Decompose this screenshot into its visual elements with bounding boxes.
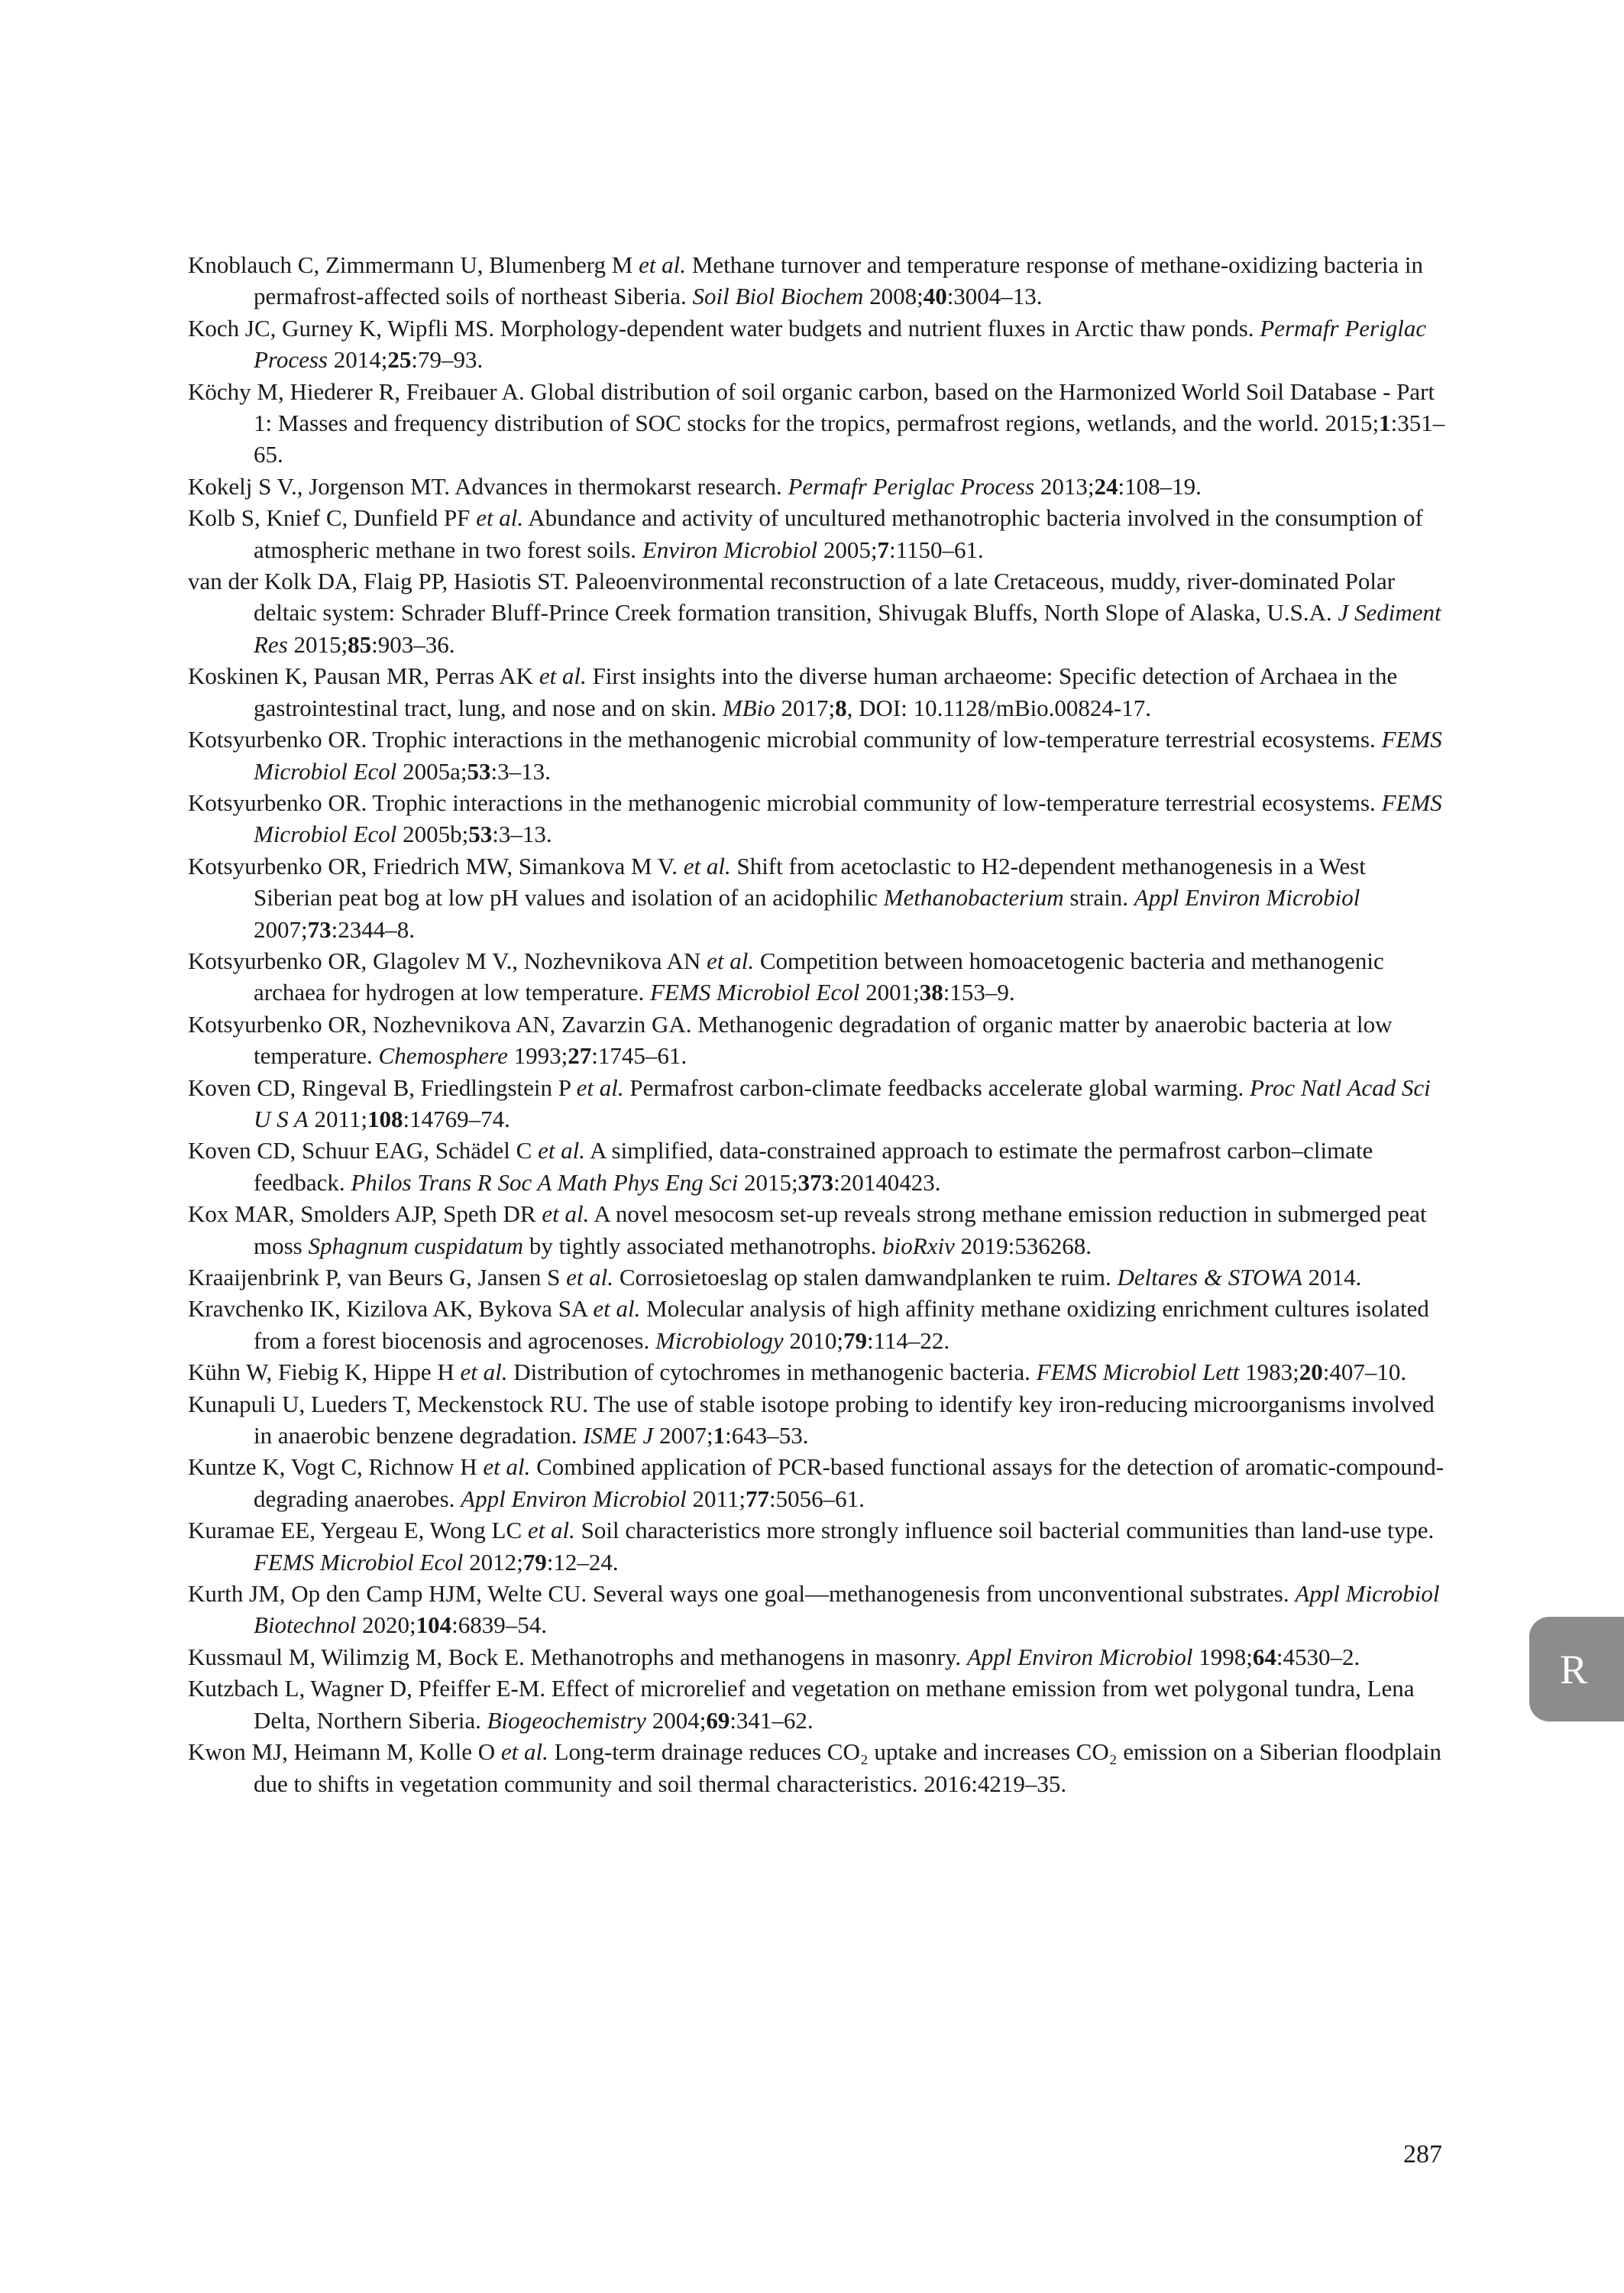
reference-text: van der Kolk DA, Flaig PP, Hasiotis ST. Paleoenvironmental reconstruction of a late Cretaceous, muddy, river-dominated Polar deltaic system: Schrader Bluff-Prince Creek formation transition, Shivugak Bluffs, North Slope of Alaska, U.S.A. — [188, 568, 1396, 627]
reference-italic-text: et al. — [639, 251, 687, 278]
reference-text: :341–62. — [730, 1706, 814, 1734]
reference-italic-text: Methanobacterium — [883, 884, 1064, 912]
reference-text: :1150–61. — [889, 536, 984, 563]
reference-italic-text: et al. — [527, 1517, 575, 1544]
reference-italic-text: et al. — [476, 504, 524, 532]
reference-italic-text: FEMS Microbiol Ecol — [254, 1548, 464, 1576]
reference-text: 2012; — [463, 1548, 523, 1576]
reference-text: Kutzbach L, Wagner D, Pfeiffer E-M. Effect of microrelief and vegetation on methane emission from wet polygonal tundra, Lena Delta, Northern Siberia. — [188, 1675, 1415, 1734]
reference-text: Kraaijenbrink P, van Beurs G, Jansen S — [188, 1264, 567, 1291]
reference-text: Soil characteristics more strongly influence soil bacterial communities than land-use type. — [574, 1517, 1435, 1544]
reference-text: Kurth JM, Op den Camp HJM, Welte CU. Several ways one goal—methanogenesis from unconventional substrates. — [188, 1580, 1296, 1608]
reference-text: Kox MAR, Smolders AJP, Speth DR — [188, 1200, 542, 1228]
reference-text: Long-term drainage reduces CO₂ uptake and increases CO₂ emission on a Siberian floodplain due to shifts in vegetation community and soil thermal characteristics. 2016:4219–35. — [254, 1738, 1442, 1797]
reference-text: 1993; — [507, 1042, 568, 1070]
reference-text: :20140423. — [833, 1168, 941, 1196]
reference-italic-text: Permafr Periglac Process — [254, 314, 1427, 374]
reference-text: Köchy M, Hiederer R, Freibauer A. Global distribution of soil organic carbon, based on the Harmonized World Soil Database - Part 1: Masses and frequency distribution of SOC stocks for the tropics, permafrost regions, wetlands, and the world. 2015; — [188, 377, 1435, 437]
reference-text: , DOI: 10.1128/mBio.00824-17. — [846, 694, 1152, 721]
reference-italic-text: FEMS Microbiol Ecol — [254, 789, 1442, 848]
reference-italic-text: bioRxiv — [882, 1232, 955, 1259]
reference-italic-text: Proc Natl Acad Sci U S A — [254, 1074, 1431, 1132]
reference-text: Kuntze K, Vogt C, Richnow H — [188, 1453, 484, 1481]
reference-text: Shift from acetoclastic to H2-dependent methanogenesis in a West Siberian peat bog at low pH values and isolation of an acidophilic — [254, 852, 1366, 912]
reference-volume: 1 — [713, 1422, 726, 1449]
reference-text: by tightly associated methanotrophs. — [523, 1232, 883, 1259]
reference-text: Kühn W, Fiebig K, Hippe H — [188, 1359, 461, 1386]
reference-text: 2017; — [775, 694, 836, 721]
reference-text: :3–13. — [492, 821, 552, 848]
reference-text: Corrosietoeslag op stalen damwandplanken te ruim. — [613, 1264, 1118, 1291]
reference-text: Kuramae EE, Yergeau E, Wong LC — [188, 1517, 528, 1544]
reference-entry — [188, 1388, 1448, 1452]
reference-entry — [188, 249, 1448, 313]
reference-text: Abundance and activity of uncultured methanotrophic bacteria involved in the consumption of atmospheric methane in two forest soils. — [254, 504, 1423, 563]
reference-volume: 38 — [919, 979, 943, 1006]
reference-text: 2008; — [863, 283, 924, 310]
reference-text: Koven CD, Schuur EAG, Schädel C — [188, 1137, 539, 1164]
reference-text: Kravchenko IK, Kizilova AK, Bykova SA — [188, 1295, 594, 1323]
reference-text: 2013; — [1034, 472, 1095, 500]
reference-italic-text: Permafr Periglac Process — [788, 472, 1035, 500]
reference-italic-text: et al. — [683, 852, 731, 879]
reference-text: :351–65. — [254, 410, 1445, 468]
reference-entry — [188, 376, 1448, 471]
reference-text: Kwon MJ, Heimann M, Kolle O — [188, 1738, 501, 1766]
reference-italic-text: et al. — [539, 662, 587, 690]
reference-entry — [188, 313, 1448, 376]
reference-text: Kotsyurbenko OR, Nozhevnikova AN, Zavarzin GA. Methanogenic degradation of organic matter by anaerobic bacteria at low temperature. — [188, 1010, 1393, 1070]
reference-entry — [188, 1072, 1448, 1135]
reference-italic-text: Sphagnum cuspidatum — [308, 1232, 524, 1259]
reference-text: :108–19. — [1118, 472, 1202, 500]
reference-text: :903–36. — [371, 630, 455, 658]
reference-text: :6839–54. — [451, 1611, 548, 1639]
reference-text: 1983; — [1239, 1359, 1299, 1386]
reference-text: :3004–13. — [946, 283, 1043, 310]
reference-text: 2005; — [817, 536, 878, 563]
reference-text: Kotsyurbenko OR. Trophic interactions in the methanogenic microbial community of low-temperature terrestrial ecosystems. — [188, 726, 1382, 753]
reference-volume: 1 — [1379, 410, 1391, 437]
reference-italic-text: FEMS Microbiol Ecol — [650, 979, 860, 1006]
reference-text: Methane turnover and temperature response of methane-oxidizing bacteria in permafrost-affected soils of northeast Siberia. — [254, 251, 1423, 310]
reference-entry — [188, 1009, 1448, 1072]
reference-text: 2020; — [356, 1611, 416, 1639]
reference-text: 2010; — [783, 1326, 843, 1354]
reference-volume: 25 — [387, 346, 412, 374]
reference-volume: 64 — [1252, 1643, 1276, 1670]
section-tab-letter: R — [1559, 1647, 1588, 1692]
reference-entry — [188, 502, 1448, 565]
reference-volume: 73 — [307, 915, 332, 943]
reference-italic-text: et al. — [460, 1359, 508, 1386]
reference-text: :14769–74. — [403, 1105, 510, 1132]
reference-italic-text: J Sediment Res — [254, 599, 1441, 658]
reference-entry — [188, 1451, 1448, 1514]
reference-text: Koven CD, Ringeval B, Friedlingstein P — [188, 1074, 577, 1101]
reference-italic-text: Chemosphere — [378, 1042, 508, 1070]
reference-volume: 79 — [522, 1548, 547, 1576]
reference-volume: 79 — [843, 1326, 867, 1354]
reference-italic-text: Appl Environ Microbiol — [461, 1485, 687, 1512]
reference-text: 2015; — [287, 630, 348, 658]
reference-text: :5056–61. — [768, 1485, 865, 1512]
reference-volume: 53 — [468, 821, 493, 848]
reference-text: Koch JC, Gurney K, Wipfli MS. Morphology-dependent water budgets and nutrient fluxes in Arctic thaw ponds. — [188, 314, 1260, 342]
reference-entry — [188, 1514, 1448, 1578]
reference-italic-text: Microbiology — [655, 1326, 784, 1354]
reference-text: Molecular analysis of high affinity methane oxidizing enrichment cultures isolated from a forest biocenosis and agrocenoses. — [254, 1295, 1429, 1354]
reference-italic-text: Soil Biol Biochem — [692, 283, 864, 310]
reference-text: Kotsyurbenko OR, Friedrich MW, Simankova M V. — [188, 852, 684, 879]
reference-italic-text: Appl Environ Microbiol — [1134, 884, 1360, 912]
reference-text: :1745–61. — [591, 1042, 687, 1070]
reference-text: Kunapuli U, Lueders T, Meckenstock RU. The use of stable isotope probing to identify key iron-reducing microorganisms involved in anaerobic benzene degradation. — [188, 1390, 1435, 1449]
reference-volume: 20 — [1299, 1359, 1323, 1386]
reference-italic-text: et al. — [593, 1295, 641, 1323]
reference-text: Koskinen K, Pausan MR, Perras AK — [188, 662, 539, 690]
reference-text: Permafrost carbon-climate feedbacks accelerate global warming. — [623, 1074, 1250, 1101]
reference-text: A novel mesocosm set-up reveals strong methane emission reduction in submerged peat moss — [254, 1200, 1427, 1259]
reference-entry — [188, 1198, 1448, 1261]
reference-italic-text: et al. — [500, 1738, 548, 1766]
reference-volume: 7 — [877, 536, 889, 563]
reference-entry — [188, 565, 1448, 660]
reference-entry — [188, 787, 1448, 850]
reference-text: 2005b; — [396, 821, 469, 848]
reference-text: 2015; — [738, 1168, 798, 1196]
reference-text: Kotsyurbenko OR. Trophic interactions in the methanogenic microbial community of low-temperature terrestrial ecosystems. — [188, 789, 1382, 816]
reference-entry — [188, 1293, 1448, 1356]
reference-text: 2005a; — [396, 757, 467, 785]
reference-text: 2019:536268. — [954, 1232, 1092, 1259]
reference-volume: 24 — [1094, 472, 1118, 500]
reference-text: Competition between homoacetogenic bacteria and methanogenic archaea for hydrogen at low temperature. — [254, 947, 1384, 1006]
reference-entry — [188, 660, 1448, 724]
reference-italic-text: et al. — [483, 1453, 531, 1481]
reference-italic-text: et al. — [566, 1264, 614, 1291]
reference-text: 1998; — [1192, 1643, 1253, 1670]
reference-text: 2011; — [308, 1105, 367, 1132]
reference-text: :407–10. — [1322, 1359, 1407, 1386]
reference-entry — [188, 471, 1448, 502]
reference-volume: 104 — [416, 1611, 452, 1639]
reference-italic-text: Biogeochemistry — [487, 1706, 646, 1734]
reference-entry — [188, 1736, 1448, 1799]
reference-italic-text: Appl Environ Microbiol — [966, 1643, 1193, 1670]
reference-text: :114–22. — [866, 1326, 950, 1354]
reference-italic-text: Environ Microbiol — [642, 536, 818, 563]
reference-text: First insights into the diverse human archaeome: Specific detection of Archaea in the gastrointestinal tract, lung, and nose and on skin. — [254, 662, 1398, 721]
reference-text: Distribution of cytochromes in methanogenic bacteria. — [507, 1359, 1037, 1386]
reference-text: Combined application of PCR-based functional assays for the detection of aromatic-compound-degrading anaerobes. — [254, 1453, 1444, 1512]
reference-volume: 85 — [348, 630, 372, 658]
reference-entry — [188, 1135, 1448, 1198]
page-number: 287 — [1403, 2140, 1442, 2168]
reference-text: 2014. — [1302, 1264, 1362, 1291]
reference-italic-text: FEMS Microbiol Lett — [1036, 1359, 1240, 1386]
reference-italic-text: et al. — [576, 1074, 624, 1101]
reference-italic-text: FEMS Microbiol Ecol — [254, 726, 1442, 785]
reference-text: 2011; — [686, 1485, 746, 1512]
reference-entry — [188, 850, 1448, 945]
reference-entry — [188, 1673, 1448, 1736]
reference-text: A simplified, data-constrained approach to estimate the permafrost carbon–climate feedback. — [254, 1137, 1373, 1196]
reference-text: :12–24. — [546, 1548, 619, 1576]
reference-volume: 40 — [923, 283, 947, 310]
reference-italic-text: et al. — [542, 1200, 590, 1228]
reference-volume: 27 — [568, 1042, 592, 1070]
reference-text: :643–53. — [725, 1422, 809, 1449]
reference-italic-text: Deltares & STOWA — [1117, 1264, 1302, 1291]
reference-entry — [188, 1356, 1448, 1388]
reference-volume: 53 — [467, 757, 491, 785]
reference-text: :3–13. — [490, 757, 551, 785]
reference-volume: 69 — [706, 1706, 730, 1734]
reference-volume: 77 — [745, 1485, 769, 1512]
reference-italic-text: MBio — [722, 694, 775, 721]
reference-text: Kussmaul M, Wilimzig M, Bock E. Methanotrophs and methanogens in masonry. — [188, 1643, 967, 1670]
reference-text: 2001; — [859, 979, 920, 1006]
reference-italic-text: et al. — [538, 1137, 586, 1164]
reference-volume: 108 — [367, 1105, 403, 1132]
reference-volume: 373 — [797, 1168, 834, 1196]
reference-entry — [188, 724, 1448, 787]
reference-text: 2007; — [254, 915, 308, 943]
reference-italic-text: Appl Microbiol Biotechnol — [254, 1580, 1440, 1639]
reference-volume: 8 — [835, 694, 847, 721]
reference-text: 2014; — [328, 346, 388, 374]
reference-italic-text: et al. — [707, 947, 755, 974]
reference-text: :2344–8. — [331, 915, 415, 943]
reference-text: :153–9. — [943, 979, 1015, 1006]
reference-entry — [188, 1261, 1448, 1293]
reference-text: :4530–2. — [1276, 1643, 1360, 1670]
reference-text: 2004; — [645, 1706, 707, 1734]
reference-list — [188, 249, 1448, 1799]
reference-italic-text: Philos Trans R Soc A Math Phys Eng Sci — [351, 1168, 739, 1196]
reference-italic-text: ISME J — [583, 1422, 654, 1449]
reference-text: Kokelj S V., Jorgenson MT. Advances in thermokarst research. — [188, 472, 788, 500]
reference-text: 2007; — [653, 1422, 713, 1449]
reference-entry — [188, 1578, 1448, 1641]
reference-entry — [188, 1641, 1448, 1673]
reference-text: :79–93. — [411, 346, 484, 374]
reference-text: Kotsyurbenko OR, Glagolev M V., Nozhevnikova AN — [188, 947, 707, 974]
reference-entry — [188, 945, 1448, 1009]
reference-text: Kolb S, Knief C, Dunfield PF — [188, 504, 477, 532]
reference-text: strain. — [1063, 884, 1134, 912]
reference-text: Knoblauch C, Zimmermann U, Blumenberg M — [188, 251, 639, 278]
